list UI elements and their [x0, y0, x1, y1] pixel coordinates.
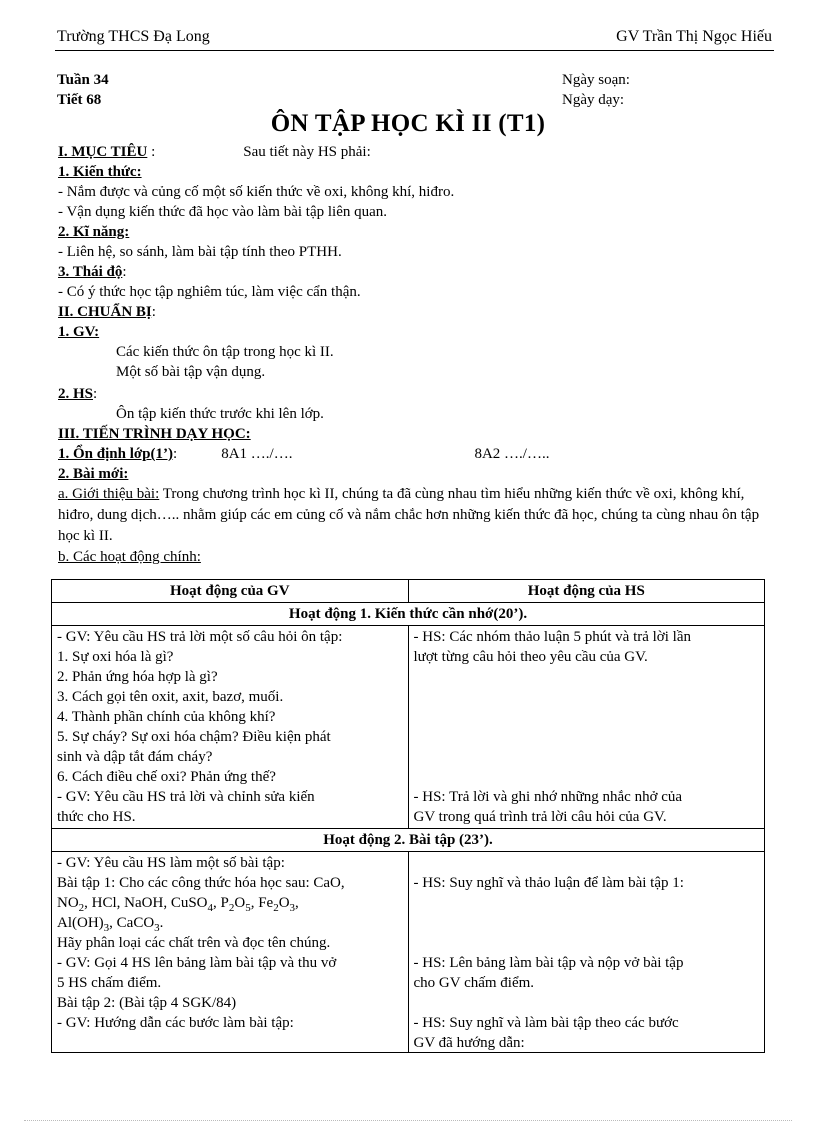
formula-line: $Al(OH)_3$, CaCO$_3$. [57, 915, 164, 934]
list-item: Hãy phân loại các chất trên và đọc tên chúng. [57, 935, 331, 951]
attitude-heading-row: 3. Thái độ: [58, 264, 127, 280]
list-item: - HS: Trả lời và ghi nhớ những nhắc nhở của [413, 789, 683, 805]
activity-2-hs-cell [408, 852, 764, 1053]
gv-prep-item: Các kiến thức ôn tập trong học kì II. [116, 344, 334, 360]
list-item: - HS: Lên bảng làm bài tập và nộp vở bài tập [413, 955, 684, 971]
activity-2-hs-ex1 [414, 873, 684, 893]
lesson-label: Tiết 68 [57, 92, 102, 108]
list-item: - GV: Yêu cầu HS trả lời và chỉnh sửa kiến [57, 789, 315, 805]
prep-date-label: Ngày soạn: [562, 72, 630, 88]
activity-1-title-row [52, 603, 765, 626]
col-header-gv: Hoạt động của GV [52, 580, 409, 603]
skills-heading: 2. Kĩ năng: [58, 224, 130, 240]
lesson-intro-label: a. Giới thiệu bài: [58, 486, 160, 502]
knowledge-heading: 1. Kiến thức: [58, 164, 142, 180]
teacher-name: GV Trần Thị Ngọc Hiếu [616, 28, 772, 45]
table-header-row [52, 580, 765, 603]
list-item: thức cho HS. [57, 809, 136, 825]
activity-1-hs-cell [408, 626, 764, 829]
preparation-heading-row: II. CHUẨN BỊ: [58, 304, 156, 320]
list-item: - GV: Gọi 4 HS lên bảng làm bài tập và thu vở [57, 955, 337, 971]
list-item: cho GV chấm điểm. [413, 975, 535, 991]
lesson-body [58, 142, 778, 567]
list-item: lượt từng câu hỏi theo yêu cầu của GV. [413, 649, 648, 665]
class-attendance-2: 8A2 …./….. [474, 446, 550, 462]
list-item: - GV: Hướng dẫn các bước làm bài tập: [57, 1015, 294, 1031]
activity-2-title: Hoạt động 2. Bài tập (23’). [52, 829, 765, 852]
objectives-intro: Sau tiết này HS phải: [243, 144, 371, 160]
procedure-heading: III. TIẾN TRÌNH DẠY HỌC: [58, 426, 251, 442]
header-rule [55, 50, 774, 51]
week-label: Tuần 34 [57, 72, 109, 88]
new-lesson-heading: 2. Bài mới: [58, 466, 129, 482]
activity-2-hs-submit [414, 953, 684, 993]
teach-date-label: Ngày dạy: [562, 92, 625, 108]
activities-table [51, 579, 765, 1053]
activity-2-gv-cell [52, 852, 409, 1053]
list-item: 1. Sự oxi hóa là gì? [57, 649, 174, 665]
lesson-intro-paragraph [58, 484, 778, 547]
objectives-heading: I. MỤC TIÊU [58, 144, 148, 160]
activity-1-row [52, 626, 765, 829]
hs-prep-heading-row: 2. HS: [58, 386, 98, 402]
activity-2-title-row [52, 829, 765, 852]
activity-1-hs-followup [414, 787, 683, 827]
school-name: Trường THCS Đạ Long [57, 28, 210, 45]
preparation-heading: II. CHUẨN BỊ [58, 304, 152, 320]
attitude-heading: 3. Thái độ [58, 264, 123, 280]
stabilize-row: 1. Ổn định lớp(1’): 8A1 …./…. 8A2 …./….. [58, 446, 550, 462]
formula-line: $NO_2$, HCl, NaOH, CuSO$_4$, $P_2O_5$, $Fe_2O_3$, [57, 895, 299, 914]
list-item: sinh và dập tắt đám cháy? [57, 749, 213, 765]
gv-prep-item: Một số bài tập vận dụng. [116, 364, 266, 380]
stabilize-heading: 1. Ổn định lớp(1’) [58, 446, 174, 462]
list-item: - HS: Các nhóm thảo luận 5 phút và trả lời lần [413, 629, 691, 645]
attitude-item: - Có ý thức học tập nghiêm túc, làm việc cẩn thận. [58, 284, 361, 300]
lesson-intro-text: Trong chương trình học kì II, chúng ta đã cùng nhau tìm hiểu những kiến thức về oxi, không khí, hiđro, dung dịch….. nhằm giúp các em củng cố và nắm chắc hơn những kiến thức đã học, chúng ta cùng nhau ôn tập học kì II. [58, 486, 760, 544]
activity-1-title: Hoạt động 1. Kiến thức cần nhớ(20’). [52, 603, 765, 626]
page-title: ÔN TẬP HỌC KÌ II (T1) [270, 110, 546, 137]
list-item: Bài tập 1: Cho các công thức hóa học sau: CaO, [57, 875, 345, 891]
list-item: 5. Sự cháy? Sự oxi hóa chậm? Điều kiện phát [57, 729, 331, 745]
list-item: - GV: Yêu cầu HS trả lời một số câu hỏi ôn tập: [57, 629, 343, 645]
activity-1-gv-cell [52, 626, 409, 829]
activity-2-row [52, 852, 765, 1053]
list-item: - HS: Suy nghĩ và thảo luận để làm bài tập 1: [413, 875, 684, 891]
knowledge-item: - Vận dụng kiến thức đã học vào làm bài tập liên quan. [58, 204, 388, 220]
page-bottom-divider [24, 1120, 792, 1121]
list-item: 5 HS chấm điểm. [57, 975, 162, 991]
list-item: 2. Phản ứng hóa hợp là gì? [57, 669, 218, 685]
list-item: Bài tập 2: (Bài tập 4 SGK/84) [57, 995, 237, 1011]
list-item: - GV: Yêu cầu HS làm một số bài tập: [57, 855, 285, 871]
class-attendance-1: 8A1 …./…. [221, 446, 293, 462]
list-item: GV trong quá trình trả lời câu hỏi của GV. [413, 809, 667, 825]
activity-2-hs-ex2 [414, 1013, 679, 1053]
list-item: GV đã hướng dẫn: [413, 1035, 525, 1051]
list-item: 6. Cách điều chế oxi? Phản ứng thế? [57, 769, 276, 785]
hs-prep-item: Ôn tập kiến thức trước khi lên lớp. [116, 406, 324, 422]
skills-item: - Liên hệ, so sánh, làm bài tập tính theo PTHH. [58, 244, 342, 260]
activities-label: b. Các hoạt động chính: [58, 549, 201, 565]
list-item: 4. Thành phần chính của không khí? [57, 709, 276, 725]
hs-prep-heading: 2. HS [58, 386, 94, 402]
list-item: 3. Cách gọi tên oxit, axit, bazơ, muối. [57, 689, 284, 705]
knowledge-item: - Nắm được và củng cố một số kiến thức về oxi, không khí, hiđro. [58, 184, 455, 200]
col-header-hs: Hoạt động của HS [408, 580, 764, 603]
gv-prep-heading: 1. GV: [58, 324, 100, 340]
objectives-heading-row: I. MỤC TIÊU : Sau tiết này HS phải: [58, 144, 371, 160]
list-item: - HS: Suy nghĩ và làm bài tập theo các bước [413, 1015, 679, 1031]
